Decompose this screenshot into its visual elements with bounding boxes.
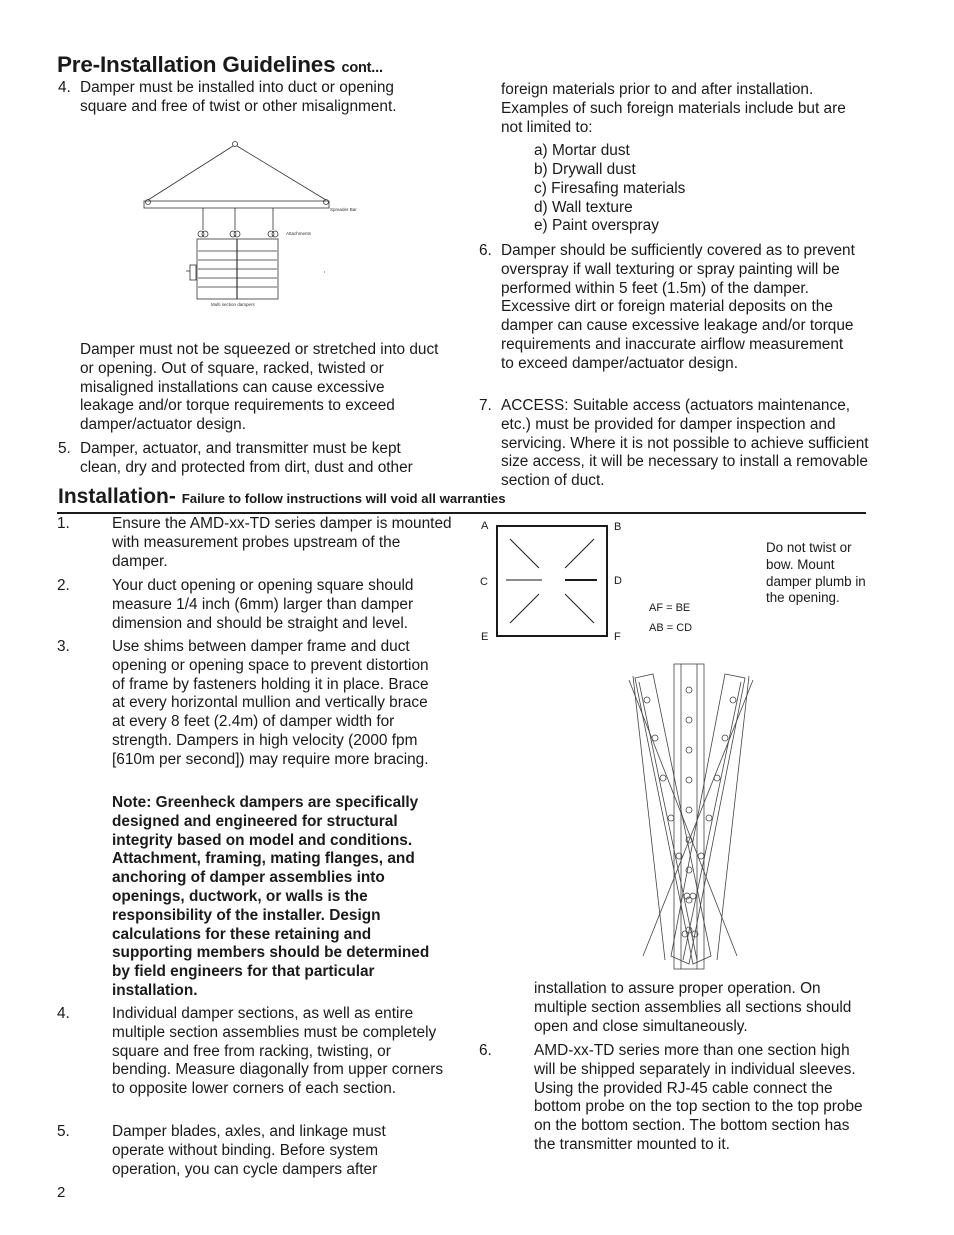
sublist-item: d) Wall texture	[534, 199, 633, 216]
corner-a-label: A	[481, 520, 489, 532]
equation-af-be: AF = BE	[649, 602, 691, 614]
list-number: 6.	[479, 1042, 492, 1059]
page-title	[57, 52, 383, 78]
multi-section-label: Multi section dampers	[211, 302, 255, 307]
list-item-text: Damper, actuator, and transmitter must be kept clean, dry and protected from dirt, dust and other	[80, 440, 413, 476]
corner-c-label: C	[480, 576, 488, 588]
equation-ab-cd: AB = CD	[649, 622, 693, 634]
list-number: 3.	[57, 638, 70, 655]
note-text: Note: Greenheck dampers are specifically designed and engineered for structural integrity based on model and conditions. Attachment, framing, mating flanges, and anchoring of damper assemblies into openings, ductwork, or walls is the responsibility of the installer. Design calculations for these retaining and supporting members should be determined by field engineers for that particular installation.	[112, 794, 430, 999]
list-number: 7.	[479, 397, 492, 414]
list-number: 5.	[57, 1123, 70, 1140]
list-number: 6.	[479, 242, 492, 259]
corner-b-label: B	[614, 521, 622, 533]
lifting-diagram	[140, 138, 370, 310]
sublist-item: b) Drywall dust	[534, 161, 636, 178]
section-subtitle: Failure to follow instructions will void all warranties	[181, 491, 506, 506]
list-item-text: Your duct opening or opening square should measure 1/4 inch (6mm) larger than damper dimension and should be straight and level.	[112, 577, 414, 632]
square-check-diagram	[476, 516, 716, 651]
list-item-text: ACCESS: Suitable access (actuators maintenance, etc.) must be provided for damper inspection and servicing. Where it is not possible to achieve sufficient size access, it will be necessary to install a removable section of duct.	[501, 397, 869, 490]
page-number: 2	[57, 1184, 66, 1201]
list-number: 2.	[57, 577, 70, 594]
section-title	[58, 485, 506, 509]
twisted-damper-diagram	[625, 660, 765, 972]
list-item-text: Ensure the AMD-xx-TD series damper is mounted with measurement probes upstream of the damper.	[112, 515, 452, 570]
list-item-text: Damper should be sufficiently covered as to prevent overspray if wall texturing or spray painting will be performed within 5 feet (1.5m) of the damper. Excessive dirt or foreign material deposits on the damper can cause excessive leakage and/or torque requirements and inaccurate airflow measurement to exceed damper/actuator design.	[501, 242, 855, 372]
sublist-item: a) Mortar dust	[534, 142, 630, 159]
corner-e-label: E	[481, 631, 489, 643]
corner-d-label: D	[614, 575, 622, 587]
attachments-label: Attachments	[286, 231, 312, 236]
spreader-bar-label: Spreader Bar	[330, 207, 357, 212]
list-item-continuation: installation to assure proper operation. On multiple section assemblies all sections should open and close simultaneously.	[534, 980, 852, 1035]
list-item-text: Individual damper sections, as well as entire multiple section assemblies must be completely square and free from racking, twisting, or bending. Measure diagonally from upper corners to opposite lower corners of each section.	[112, 1005, 444, 1098]
corner-f-label: F	[614, 631, 621, 643]
list-item-continuation: foreign materials prior to and after installation. Examples of such foreign materials include but are not limited to:	[501, 81, 846, 136]
list-item-text: AMD-xx-TD series more than one section high will be shipped separately in individual sleeves. Using the provided RJ-45 cable connect the bottom probe on the top section to the top probe on the bottom section. The bottom section has the transmitter mounted to it.	[534, 1042, 863, 1153]
list-number: 5.	[58, 440, 71, 457]
list-number: 4.	[57, 1005, 70, 1022]
list-item-continuation: Damper must not be squeezed or stretched into duct or opening. Out of square, racked, twisted or misaligned installations can cause excessive leakage and/or torque requirements to exceed damper/actuator design.	[80, 341, 439, 434]
list-number: 4.	[58, 79, 71, 96]
sublist-item: e) Paint overspray	[534, 217, 659, 234]
section-divider	[57, 512, 866, 514]
list-item-text: Use shims between damper frame and duct opening or opening space to prevent distortion of frame by fasteners holding it in place. Brace at every horizontal mullion and vertically brace at every 8 feet (2.4m) of damper width for strength. Dampers in high velocity (2000 fpm [610m per second]) may require more bracing.	[112, 638, 429, 768]
list-item-text: Damper blades, axles, and linkage must operate without binding. Before system operation, you can cycle dampers after	[112, 1123, 386, 1178]
section-title-text: Installation-	[58, 485, 176, 508]
list-item-text: Damper must be installed into duct or opening square and free of twist or other misalignment.	[80, 79, 397, 115]
sublist-item: c) Firesafing materials	[534, 180, 686, 197]
page-title-text: Pre-Installation Guidelines	[57, 52, 336, 77]
page-title-suffix: cont...	[341, 60, 383, 76]
list-number: 1.	[57, 515, 70, 532]
diagram-note: Do not twist or bow. Mount damper plumb in the opening.	[766, 540, 866, 606]
